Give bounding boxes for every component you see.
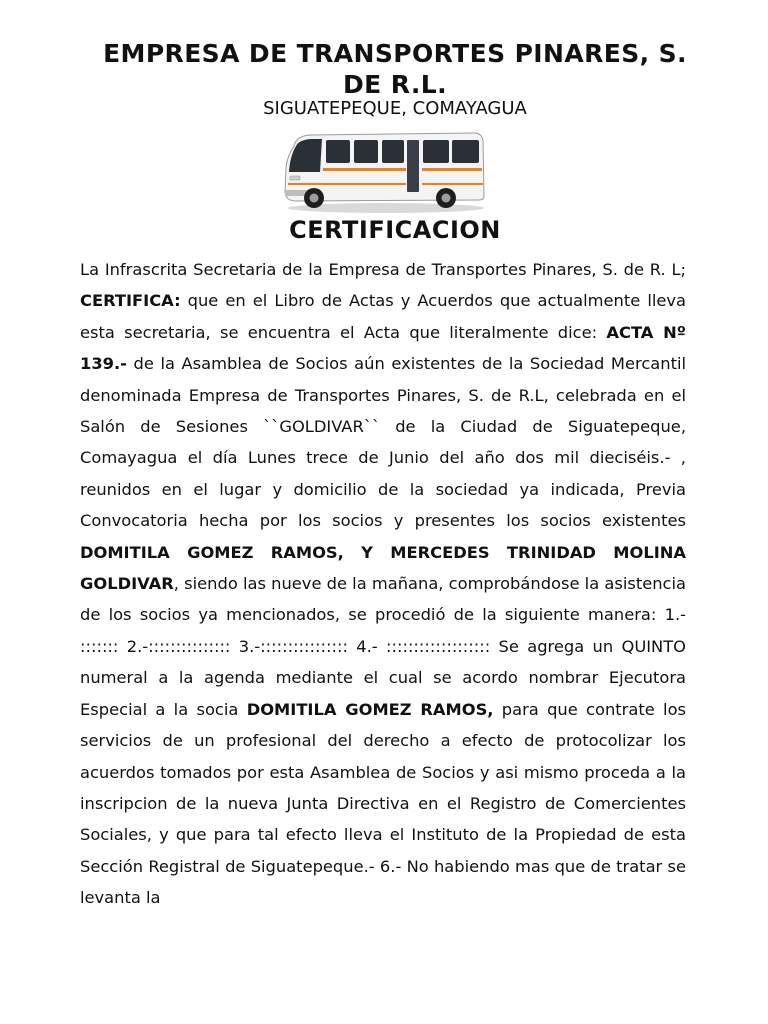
body-emphasis: DOMITILA GOMEZ RAMOS, Y MERCEDES TRINIDAD MOLINA GOLDIVAR <box>80 542 686 594</box>
body-text-run: La Infrascrita Secretaria de la Empresa de Transportes Pinares, S. de R. L; <box>80 260 686 279</box>
company-name: EMPRESA DE TRANSPORTES PINARES, S. DE R.L. <box>103 39 687 99</box>
body-emphasis: CERTIFICA: <box>80 291 181 311</box>
body-text-run: , siendo las nueve de la mañana, comprobándose la asistencia de los socios ya mencionados, se procedió de la siguiente manera: 1.- ::::::: 2.-::::::::::::::: 3.-:::::::::::::::: 4.- ::::::::::::::::::: Se agrega un QUINTO numeral a la agenda mediante el cual se acordo nombrar Ejecutora Especial a la socia <box>80 574 686 719</box>
body-emphasis: DOMITILA GOMEZ RAMOS, <box>246 699 494 719</box>
bus-logo <box>276 128 490 214</box>
certification-body <box>80 254 686 914</box>
document-title: CERTIFICACION <box>289 216 501 244</box>
company-location: SIGUATEPEQUE, COMAYAGUA <box>263 98 527 119</box>
body-text-run: para que contrate los servicios de un profesional del derecho a efecto de protocolizar los acuerdos tomados por esta Asamblea de Socios y asi mismo proceda a la inscripcion de la nueva Junta Directiva en el Registro de Comercientes Sociales, y que para tal efecto lleva el Instituto de la Propiedad de esta Sección Registral de Siguatepeque.- 6.- No habiendo mas que de tratar se levanta la <box>80 699 687 908</box>
body-emphasis: ACTA Nº 139.- <box>80 322 686 374</box>
body-text-run: que en el Libro de Actas y Acuerdos que actualmente lleva esta secretaria, se encuentra el Acta que literalmente dice: <box>80 291 686 342</box>
body-text-run: de la Asamblea de Socios aún existentes de la Sociedad Mercantil denominada Empresa de Transportes Pinares, S. de R.L, celebrada en el Salón de Sesiones ``GOLDIVAR`` de la Ciudad de Siguatepeque, Comayagua el día Lunes trece de Junio del año dos mil dieciséis.- , reunidos en el lugar y domicilio de la sociedad ya indicada, Previa Convocatoria hecha por los socios y presentes los socios existentes <box>80 354 686 531</box>
